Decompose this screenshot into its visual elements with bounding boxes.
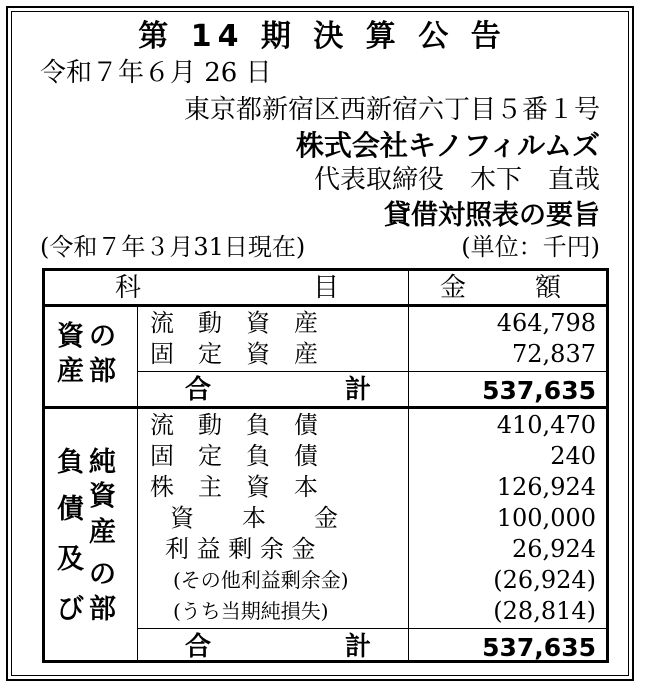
liab-amount-fixed: 240 [550, 442, 596, 470]
equity-item-retained: 利 益 剰 余 金 [165, 535, 316, 563]
liab-label-1b: 債 [57, 494, 84, 525]
unit-label: (単位：千円) [461, 233, 600, 261]
liab-total-label-2: 計 [345, 632, 372, 662]
liab-label-2b: 資 [89, 481, 116, 512]
liab-total-amount: 537,635 [482, 633, 596, 662]
equity-item-capital: 資 本 金 [170, 504, 338, 532]
assets-total-label-2: 計 [345, 375, 372, 405]
header-amount-2: 額 [535, 273, 562, 303]
assets-label-1a: 資 [57, 321, 84, 352]
equity-amount-net-loss: (28,814) [493, 597, 596, 625]
header-account-2: 目 [313, 273, 340, 303]
equity-amount-retained: 26,924 [512, 535, 596, 563]
assets-total-label-1: 合 [185, 375, 212, 405]
assets-item-fixed: 固 定 資 産 [150, 340, 318, 368]
assets-amount-current: 464,798 [496, 309, 596, 337]
liab-label-2c: 産 [89, 517, 116, 548]
liab-label-2e: 部 [89, 594, 116, 625]
liab-amount-current: 410,470 [496, 411, 596, 439]
balance-sheet-table [42, 268, 609, 663]
equity-item-net-loss: (うち当期純損失) [173, 599, 329, 623]
liab-total-label-1: 合 [185, 632, 212, 662]
header-divider [45, 304, 606, 307]
assets-amount-fixed: 72,837 [512, 340, 596, 368]
assets-label-2b: 部 [89, 356, 116, 387]
notice-date: 令和７年６月 26 日 [40, 58, 272, 88]
balance-sheet-title: 貸借対照表の要旨 [384, 200, 600, 231]
liab-label-1d: び [57, 594, 84, 625]
liab-label-1c: 及 [57, 544, 84, 575]
liab-label-2d: の [89, 559, 116, 590]
liab-item-fixed: 固 定 負 債 [150, 442, 318, 470]
amount-column-divider [408, 271, 409, 660]
liab-item-current: 流 動 負 債 [150, 411, 318, 439]
equity-item-shareholders: 株 主 資 本 [150, 473, 318, 501]
representative: 代表取締役 木下 直哉 [313, 165, 600, 195]
liab-label-1a: 負 [57, 447, 84, 478]
assets-item-current: 流 動 資 産 [150, 309, 318, 337]
equity-item-other-retained: (その他利益剰余金) [173, 568, 349, 592]
assets-label-1b: 産 [57, 356, 84, 387]
period-label: (令和７年３月31日現在) [40, 233, 306, 261]
section-divider [45, 406, 606, 409]
liab-total-divider [137, 628, 606, 629]
assets-total-divider [137, 371, 606, 372]
liab-label-2a: 純 [89, 447, 116, 478]
assets-total-amount: 537,635 [482, 376, 596, 405]
notice-title: 第 14 期 決 算 公 告 [138, 19, 507, 54]
company-name: 株式会社キノフィルムズ [295, 129, 600, 162]
equity-amount-other-retained: (26,924) [493, 566, 596, 594]
assets-label-2a: の [89, 321, 116, 352]
header-account-1: 科 [115, 273, 142, 303]
company-address: 東京都新宿区西新宿六丁目５番１号 [183, 95, 600, 125]
equity-amount-shareholders: 126,924 [496, 473, 596, 501]
label-column-divider [137, 304, 138, 660]
header-amount-1: 金 [440, 273, 467, 303]
equity-amount-capital: 100,000 [496, 504, 596, 532]
